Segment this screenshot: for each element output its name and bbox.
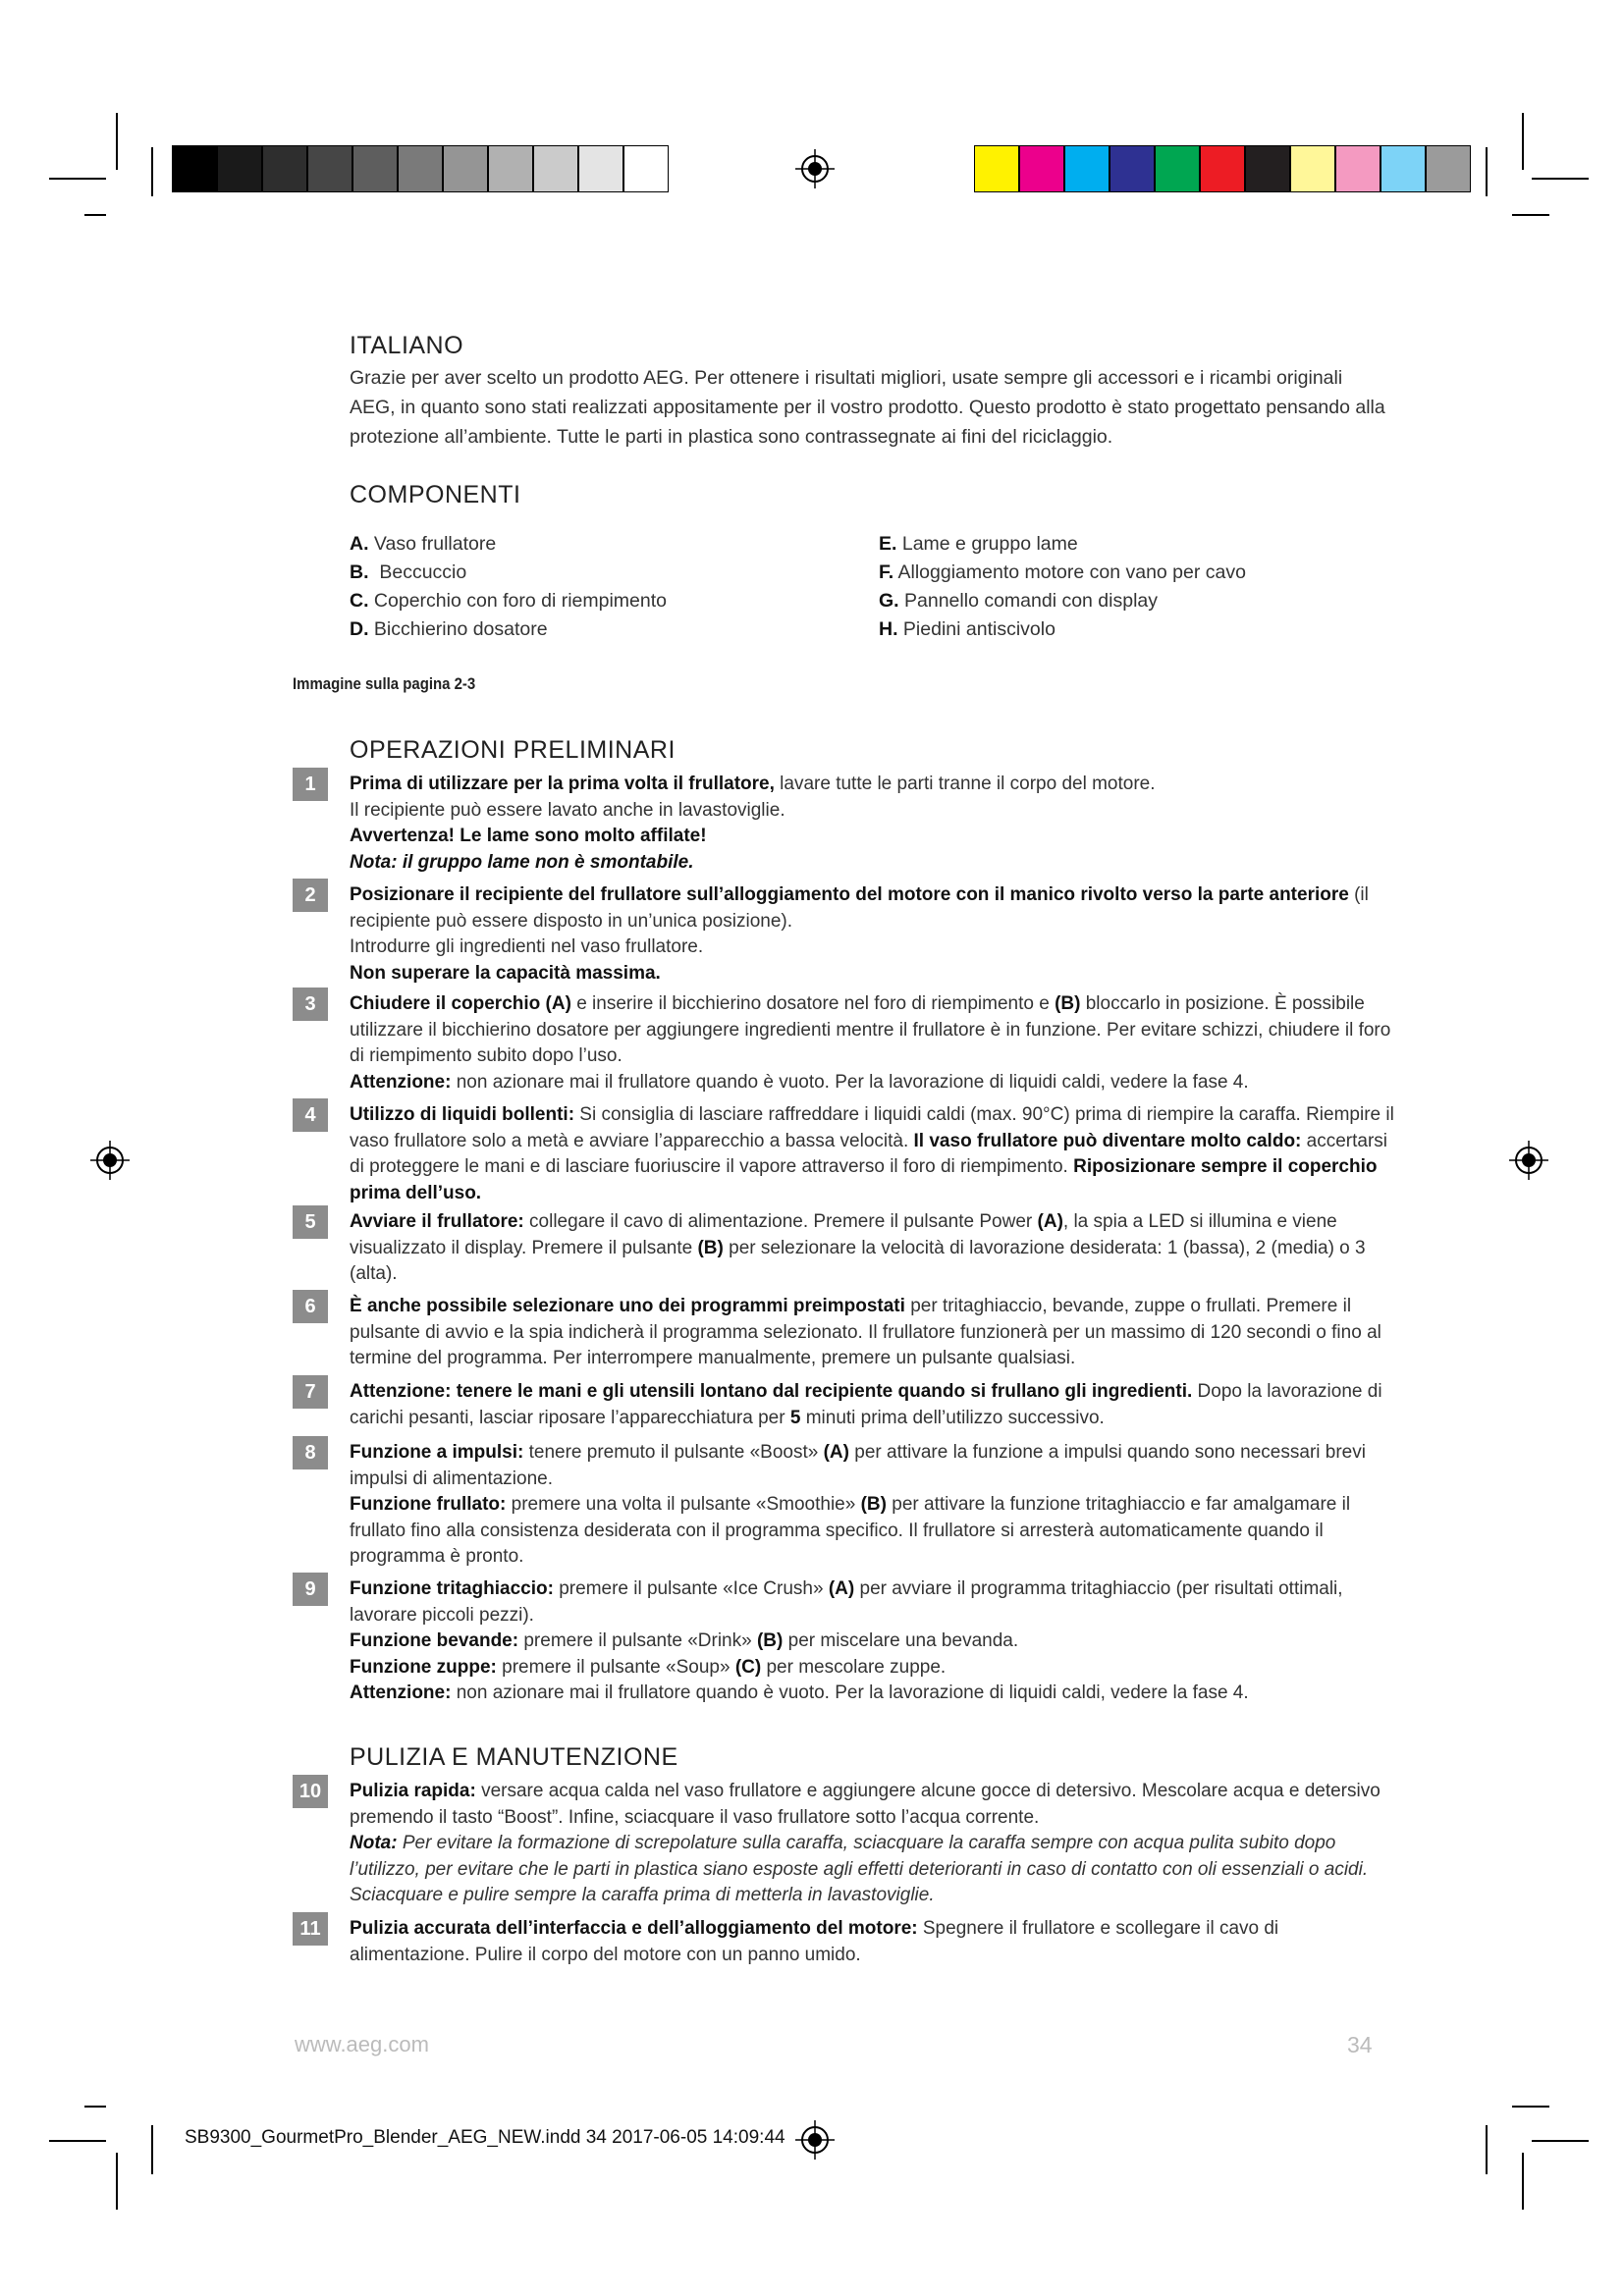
page-number: 34 bbox=[1347, 2032, 1373, 2057]
step-number-badge: 6 bbox=[293, 1290, 328, 1323]
step-number-badge: 8 bbox=[293, 1436, 328, 1469]
color-swatch bbox=[1200, 145, 1245, 192]
cleaning-heading: PULIZIA E MANUTENZIONE bbox=[350, 1743, 678, 1771]
color-swatch bbox=[352, 145, 398, 192]
component-item: F. Alloggiamento motore con vano per cavo bbox=[879, 561, 1246, 583]
color-swatch bbox=[623, 145, 669, 192]
step-number-badge: 2 bbox=[293, 879, 328, 912]
step-number-badge: 1 bbox=[293, 768, 328, 801]
color-swatch bbox=[1110, 145, 1155, 192]
step-11: Pulizia accurata dell’interfaccia e dell’alloggiamento del motore: Spegnere il frullatore e scollegare il cavo di alimentazione. Pulire il corpo del motore con un panno umido. bbox=[350, 1918, 1279, 1965]
color-swatch bbox=[1245, 145, 1290, 192]
registration-mark-left-icon bbox=[90, 1141, 130, 1180]
step-number-badge: 5 bbox=[293, 1205, 328, 1239]
registration-mark-right-icon bbox=[1509, 1141, 1548, 1180]
step-6: È anche possibile selezionare uno dei programmi preimpostati per tritaghiaccio, bevande, zuppe o frullati. Premere il pulsante di avvio e la spia indicherà il programma selezionato. Il frullatore funzionerà per un massimo di 120 secondi o fino al termine del programma. Per interrompere manualmente, premere un pulsante qualsiasi. bbox=[350, 1296, 1381, 1368]
color-swatch bbox=[488, 145, 533, 192]
step-number-badge: 11 bbox=[293, 1912, 328, 1946]
component-item: H. Piedini antiscivolo bbox=[879, 618, 1056, 640]
step-1: Prima di utilizzare per la prima volta il frullatore, lavare tutte le parti tranne il corpo del motore. Il recipiente può essere lavato anche in lavastoviglie. Avvertenza! Le lame sono molto affilate! Nota: il gruppo lame non è smontabile. bbox=[350, 774, 1156, 873]
step-number-badge: 7 bbox=[293, 1375, 328, 1409]
language-heading: ITALIANO bbox=[350, 332, 464, 359]
color-swatch bbox=[1155, 145, 1200, 192]
step-5: Avviare il frullatore: collegare il cavo di alimentazione. Premere il pulsante Power (A), la spia a LED si illumina e viene visualizzato il display. Premere il pulsante (B) per selezionare la velocità di lavorazione desiderata: 1 (bassa), 2 (media) o 3 (alta). bbox=[350, 1211, 1366, 1284]
step-4: Utilizzo di liquidi bollenti: Si consiglia di lasciare raffreddare i liquidi caldi (max. 90°C) prima di riempire la caraffa. Riempire il vaso frullatore solo a metà e avviare l’apparecchio a bassa velocità. Il vaso frullatore può diventare molto caldo: accertarsi di proteggere le mani e di lasciare fuoriuscire il vapore attraverso il foro di riempimento. Riposizionare sempre il coperchio prima dell’uso. bbox=[350, 1104, 1394, 1203]
color-swatch bbox=[1019, 145, 1064, 192]
component-item: E. Lame e gruppo lame bbox=[879, 533, 1078, 555]
component-item: C. Coperchio con foro di riempimento bbox=[350, 590, 667, 612]
color-swatch bbox=[1064, 145, 1110, 192]
color-swatch bbox=[1290, 145, 1335, 192]
step-number-badge: 9 bbox=[293, 1573, 328, 1606]
color-swatch bbox=[1335, 145, 1380, 192]
step-9: Funzione tritaghiaccio: premere il pulsante «Ice Crush» (A) per avviare il programma tritaghiaccio (per risultati ottimali, lavorare piccoli pezzi). Funzione bevande: premere il pulsante «Drink» (B) per miscelare una bevanda. Funzione zuppe: premere il pulsante «Soup» (C) per mescolare zuppe. Attenzione: non azionare mai il frullatore quando è vuoto. Per la lavorazione di liquidi caldi, vedere la fase 4. bbox=[350, 1578, 1343, 1703]
component-item: A. Vaso frullatore bbox=[350, 533, 497, 555]
color-swatch bbox=[974, 145, 1019, 192]
color-swatch bbox=[533, 145, 578, 192]
color-swatch bbox=[1380, 145, 1426, 192]
color-swatch bbox=[217, 145, 262, 192]
component-item: B. Beccuccio bbox=[350, 561, 467, 583]
color-swatch bbox=[443, 145, 488, 192]
step-2: Posizionare il recipiente del frullatore sull’alloggiamento del motore con il manico rivolto verso la parte anteriore (il recipiente può essere disposto in un’unica posizione). Introdurre gli ingredienti nel vaso frullatore. Non superare la capacità massima. bbox=[350, 884, 1369, 984]
registration-mark-top-icon bbox=[795, 149, 835, 188]
step-10: Pulizia rapida: versare acqua calda nel vaso frullatore e aggiungere alcune gocce di detersivo. Mescolare acqua e detersivo premendo il tasto “Boost”. Infine, sciacquare il vaso frullatore sotto l’acqua corrente. Nota: Per evitare la formazione di screpolature sulla caraffa, sciacquare la caraffa sempre con acqua pulita subito dopo l’utilizzo, per evitare che le parti in plastica siano esposte agli effetti deterioranti in caso di contatto con oli essenziali o acidi. Sciacquare e pulire sempre la caraffa prima di metterla in lavastoviglie. bbox=[350, 1781, 1380, 1905]
intro-paragraph: Grazie per aver scelto un prodotto AEG. Per ottenere i risultati migliori, usate sempre gli accessori e i ricambi originali AEG, in quanto sono stati realizzati appositamente per il vostro prodotto. Questo prodotto è stato progettato pensando alla protezione all’ambiente. Tutte le parti in plastica sono contrassegnate ai fini del riciclaggio. bbox=[350, 367, 1385, 448]
footer-website: www.aeg.com bbox=[295, 2032, 429, 2056]
print-slug: SB9300_GourmetPro_Blender_AEG_NEW.indd 34 2017-06-05 14:09:44 bbox=[185, 2127, 785, 2148]
registration-mark-bottom-icon bbox=[795, 2120, 835, 2160]
image-reference-caption: Immagine sulla pagina 2-3 bbox=[293, 674, 476, 693]
components-list-left bbox=[350, 530, 860, 644]
step-8: Funzione a impulsi: tenere premuto il pulsante «Boost» (A) per attivare la funzione a impulsi quando sono necessari brevi impulsi di alimentazione. Funzione frullato: premere una volta il pulsante «Smoothie» (B) per attivare la funzione tritaghiaccio e far amalgamare il frullato fino alla consistenza desiderata con il programma specifico. Il frullatore si arresterà automaticamente quando il programma è pronto. bbox=[350, 1442, 1366, 1567]
component-item: D. Bicchierino dosatore bbox=[350, 618, 548, 640]
color-swatch bbox=[578, 145, 623, 192]
color-swatch bbox=[307, 145, 352, 192]
component-item: G. Pannello comandi con display bbox=[879, 590, 1159, 612]
step-number-badge: 4 bbox=[293, 1098, 328, 1132]
components-heading: COMPONENTI bbox=[350, 481, 521, 508]
operations-heading: OPERAZIONI PRELIMINARI bbox=[350, 736, 676, 764]
step-3: Chiudere il coperchio (A) e inserire il bicchierino dosatore nel foro di riempimento e (B) bloccarlo in posizione. È possibile utilizzare il bicchierino dosatore per aggiungere ingredienti mentre il frullatore è in funzione. Per evitare schizzi, chiudere il foro di riempimento subito dopo l’uso. Attenzione: non azionare mai il frullatore quando è vuoto. Per la lavorazione di liquidi caldi, vedere la fase 4. bbox=[350, 993, 1391, 1093]
color-swatch bbox=[172, 145, 217, 192]
step-number-badge: 3 bbox=[293, 988, 328, 1021]
step-7: Attenzione: tenere le mani e gli utensili lontano dal recipiente quando si frullano gli ingredienti. Dopo la lavorazione di carichi pesanti, lasciar riposare l’apparecchiatura per 5 minuti prima dell’utilizzo successivo. bbox=[350, 1381, 1382, 1428]
color-swatch bbox=[262, 145, 307, 192]
components-list-right bbox=[879, 530, 1389, 644]
color-swatch bbox=[398, 145, 443, 192]
color-swatch bbox=[1426, 145, 1471, 192]
step-number-badge: 10 bbox=[293, 1775, 328, 1808]
